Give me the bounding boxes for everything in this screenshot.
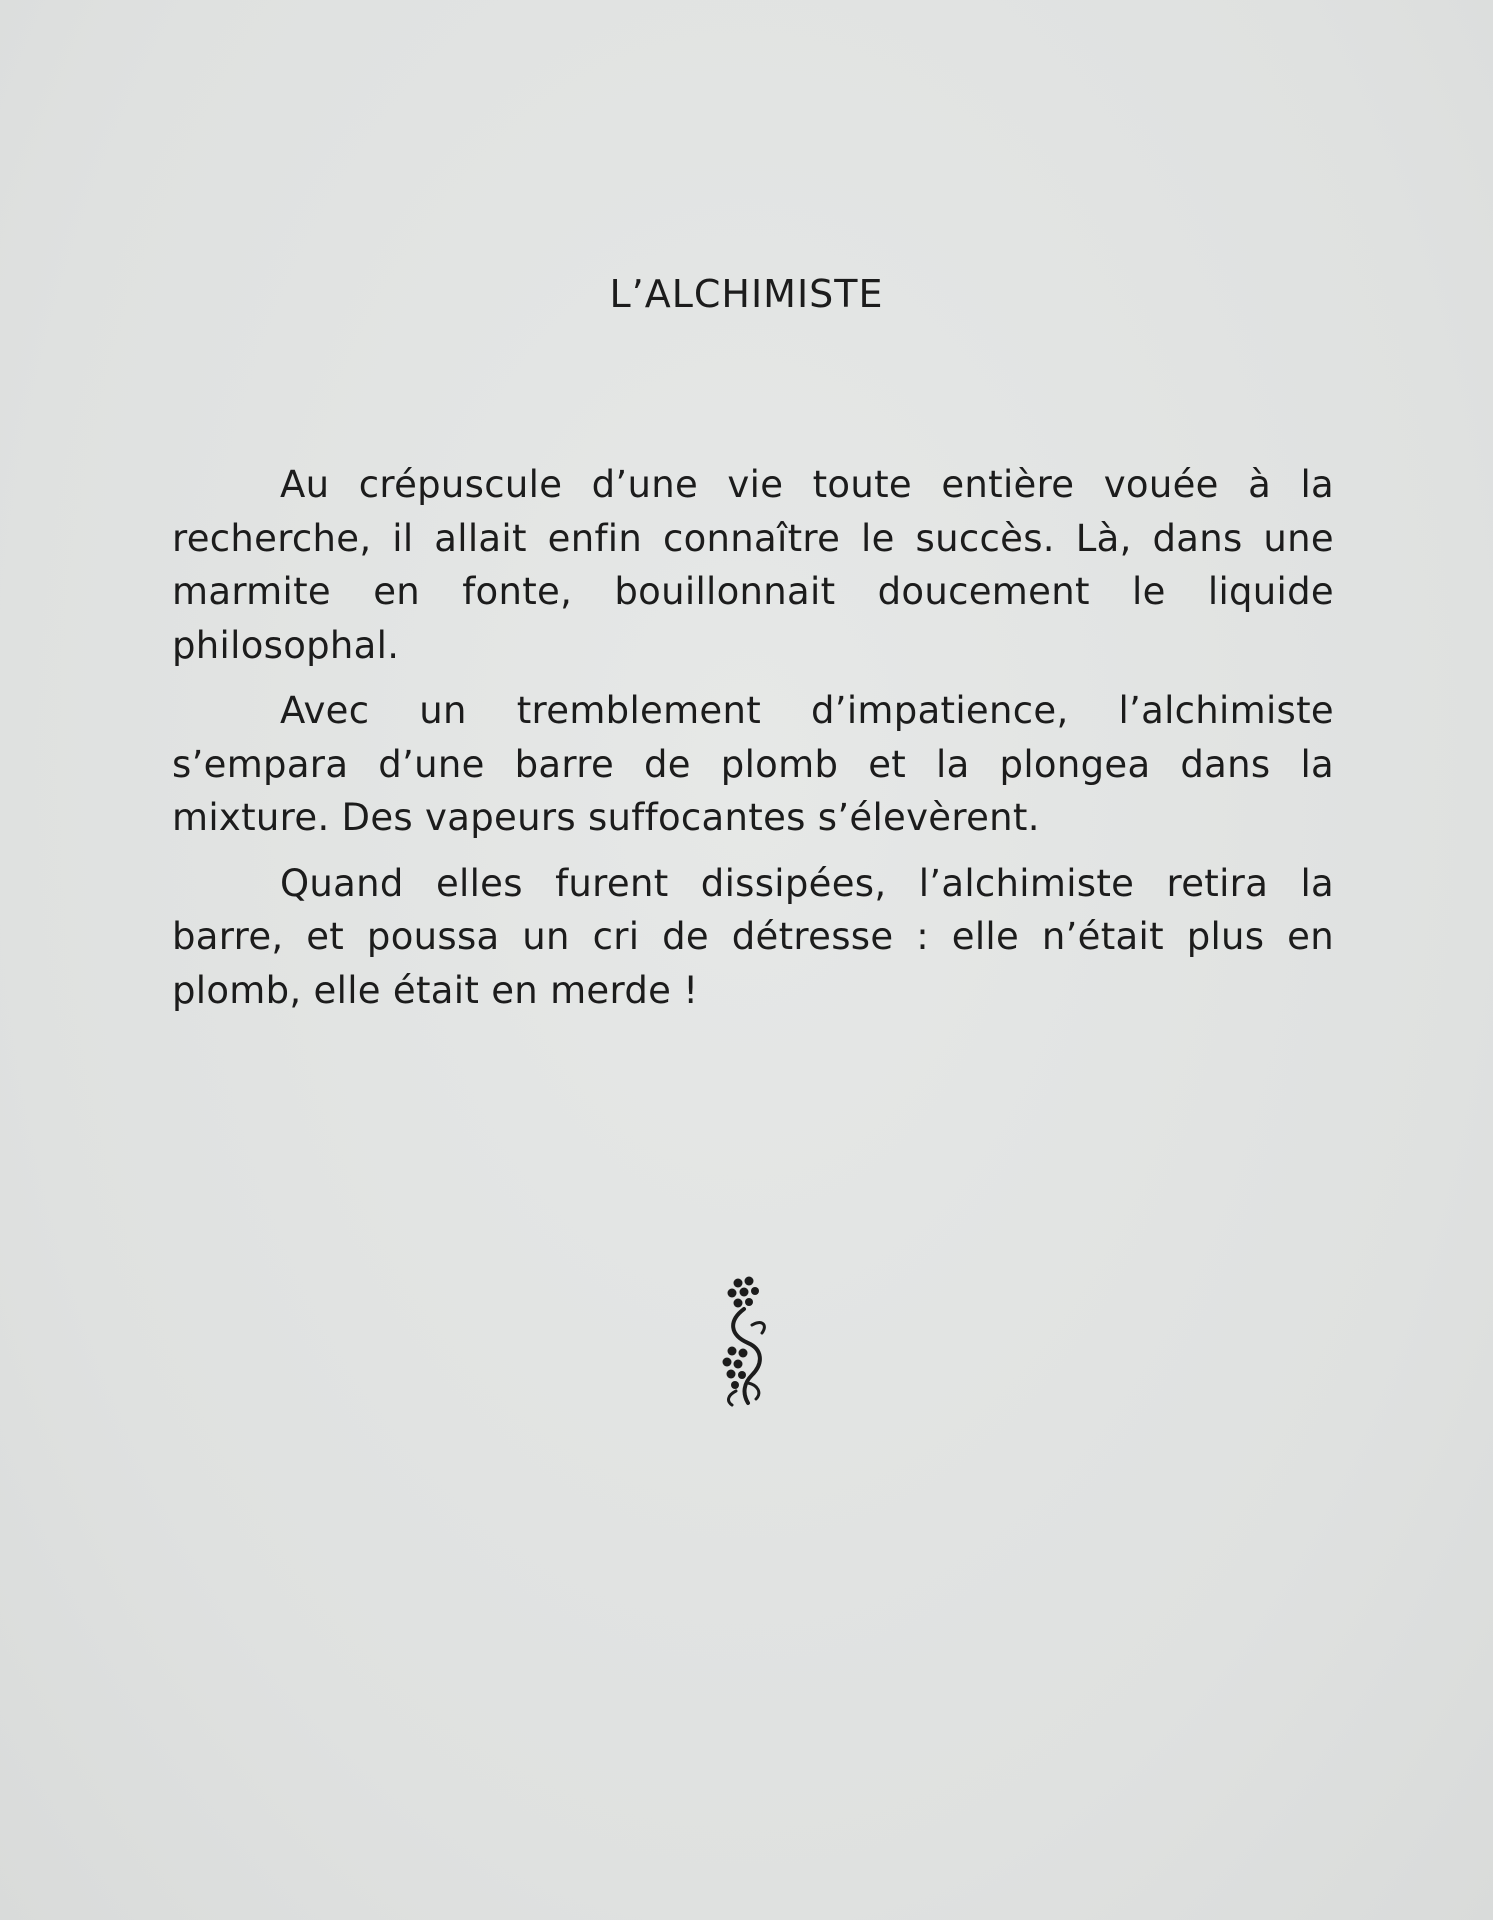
story-title: L’ALCHIMISTE [609, 272, 884, 316]
paragraph-2: Avec un tremblement d’impatience, l’alchimiste s’empara d’une barre de plomb et la plongea dans la mixture. Des vapeurs suffocantes s’élevèrent. [172, 689, 1334, 839]
paragraph-1: Au crépuscule d’une vie toute entière vouée à la recherche, il allait enfin connaître le succès. Là, dans une marmite en fonte, bouillonnait doucement le liquide philosophal. [172, 463, 1334, 667]
story-body [172, 458, 1334, 1029]
floral-vine-ornament-icon [718, 1273, 782, 1407]
paragraph-3: Quand elles furent dissipées, l’alchimiste retira la barre, et poussa un cri de détresse : elle n’était plus en plomb, elle était en merde ! [172, 861, 1334, 1012]
